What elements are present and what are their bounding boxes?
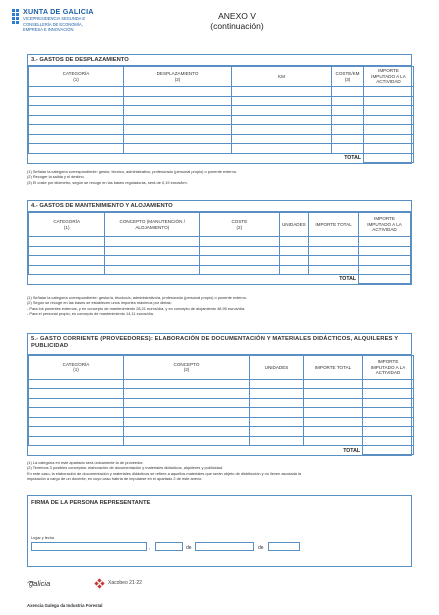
note: - Para el personal propio, en concepto de mantenimiento 14,11 euros/día. — [27, 311, 154, 317]
table-cell[interactable] — [332, 134, 364, 144]
table-cell[interactable] — [29, 96, 124, 106]
total-row — [29, 446, 414, 455]
table-cell[interactable] — [124, 96, 232, 106]
column-header: CATEGORÍA (1) — [29, 67, 124, 87]
table-cell[interactable] — [124, 436, 250, 446]
table-row — [29, 398, 414, 408]
column-header: CONCEPTO (MANUTENCIÓN / ALOJAMIENTO) — [105, 213, 200, 237]
table-cell[interactable] — [29, 106, 124, 116]
maintenance-notes — [27, 295, 417, 317]
table-cell[interactable] — [364, 125, 414, 135]
table-cell[interactable] — [105, 265, 200, 275]
table-cell[interactable] — [364, 96, 414, 106]
table-row — [29, 436, 414, 446]
table-row — [29, 427, 414, 437]
total-cell[interactable] — [364, 153, 414, 162]
table-cell[interactable] — [332, 125, 364, 135]
table-body — [29, 237, 411, 275]
table-body — [29, 379, 414, 446]
xunta-logo-icon — [12, 8, 20, 44]
table-cell[interactable] — [363, 436, 414, 446]
table-cell[interactable] — [250, 417, 304, 427]
table-cell[interactable] — [304, 408, 363, 418]
table-cell[interactable] — [29, 408, 124, 418]
header-row — [29, 355, 414, 379]
header-row — [29, 213, 411, 237]
table-cell[interactable] — [304, 379, 363, 389]
table-cell[interactable] — [124, 417, 250, 427]
table-cell[interactable] — [250, 427, 304, 437]
section-maintenance-accommodation — [27, 200, 412, 285]
header-row — [29, 67, 414, 87]
table-cell[interactable] — [309, 237, 359, 247]
table-body — [29, 87, 414, 154]
table-cell[interactable] — [200, 246, 279, 256]
table-cell[interactable] — [364, 106, 414, 116]
annex-subtitle: (continuación) — [210, 21, 264, 31]
table-cell[interactable] — [250, 389, 304, 399]
table-row — [29, 115, 414, 125]
table-cell[interactable] — [232, 134, 332, 144]
table-cell[interactable] — [124, 389, 250, 399]
note: (2) Según se recoge en las bases se establecen unos importes máximos por dietas: — [27, 300, 172, 306]
column-header: IMPORTE IMPUTADO A LA ACTIVIDAD — [363, 355, 414, 379]
table-row — [29, 256, 411, 266]
table-cell[interactable] — [29, 144, 124, 154]
note: (1) La categoría en este apartado será únicamente la de proveedor. — [27, 460, 144, 465]
table-cell[interactable] — [304, 398, 363, 408]
note: (1) Señalar la categoría correspondiente: gestor, técnico, administrativo, profesorado (personal propio) o ponente externo. — [27, 169, 237, 174]
total-label: TOTAL — [344, 154, 361, 161]
table-cell[interactable] — [279, 237, 309, 247]
table-cell[interactable] — [359, 237, 411, 247]
total-cell[interactable] — [363, 446, 414, 455]
column-header: DESPLAZAMIENTO (2) — [124, 67, 232, 87]
total-row — [29, 153, 414, 162]
table-cell[interactable] — [232, 144, 332, 154]
total-cell[interactable] — [359, 275, 411, 284]
organization-block — [23, 8, 94, 33]
signature-box — [27, 495, 412, 567]
table-cell[interactable] — [29, 265, 105, 275]
table-cell[interactable] — [250, 398, 304, 408]
table-row — [29, 134, 414, 144]
table-cell[interactable] — [29, 237, 105, 247]
note: (1) Señalar la categoría correspondiente: gestor/a, técnico/a, administrativo/a, profesorado (personal propio) o ponente externo. — [27, 295, 247, 300]
table-cell[interactable] — [279, 246, 309, 256]
table-cell[interactable] — [359, 246, 411, 256]
table-cell[interactable] — [250, 408, 304, 418]
table-cell[interactable] — [29, 436, 124, 446]
column-header: CONCEPTO (2) — [124, 355, 250, 379]
galicia-logo: galicia — [29, 579, 51, 588]
table-cell[interactable] — [359, 256, 411, 266]
table-cell[interactable] — [29, 417, 124, 427]
table-row — [29, 389, 414, 399]
table-cell[interactable] — [200, 256, 279, 266]
place-field[interactable] — [31, 542, 147, 551]
column-header: COSTE (2) — [200, 213, 279, 237]
note: En este caso, la elaboración de documentación y materiales didácticos se refiere a aquellos materiales que serán objeto de distribución y no lleven asociada la — [27, 470, 302, 476]
xacobeo-logo-icon — [95, 579, 105, 589]
table-row — [29, 246, 411, 256]
table-cell[interactable] — [124, 398, 250, 408]
note: imputación a cargo de un docente, en cuyo caso habría de imputarse en el apartado 2 de este anexo. — [27, 476, 203, 482]
dept-line: EMPRESA E INNOVACIÓN — [23, 27, 74, 33]
table-row — [29, 125, 414, 135]
day-field[interactable] — [155, 542, 183, 551]
current-expenses-table — [28, 355, 414, 456]
table-cell[interactable] — [332, 96, 364, 106]
table-cell[interactable] — [29, 87, 124, 97]
table-row — [29, 237, 411, 247]
table-cell[interactable] — [29, 246, 105, 256]
of-separator: de — [258, 545, 264, 551]
table-cell[interactable] — [309, 256, 359, 266]
note: - Para los ponentes externos, y en concepto de mantenimiento 28,21 euros/día, y en concepto de alojamiento 48,95 euros/día. — [27, 305, 246, 311]
table-cell[interactable] — [124, 144, 232, 154]
column-header: COSTE/KM (3) — [332, 67, 364, 87]
agency-name: Axencia Galega da Industria Forestal — [27, 603, 103, 608]
column-header: CATEGORÍA (1) — [29, 355, 124, 379]
table-cell[interactable] — [200, 237, 279, 247]
column-header: IMPORTE IMPUTADO A LA ACTIVIDAD — [364, 67, 414, 87]
table-cell[interactable] — [29, 398, 124, 408]
place-date-label: Lugar y fecha — [31, 536, 55, 540]
table-cell[interactable] — [332, 144, 364, 154]
comma-separator: , — [149, 545, 151, 551]
table-cell[interactable] — [232, 115, 332, 125]
table-cell[interactable] — [124, 87, 232, 97]
dept-line: CONSELLERÍA DE ECONOMÍA, — [23, 21, 83, 27]
table-cell[interactable] — [279, 256, 309, 266]
page-header — [12, 8, 432, 50]
table-row — [29, 379, 414, 389]
annex-heading — [182, 11, 292, 31]
table-cell[interactable] — [232, 125, 332, 135]
table-cell[interactable] — [364, 87, 414, 97]
note: (2) Tenemos 3 posibles conceptos: elaboración de documentación y materiales didácticos, alquileres y publicidad. — [27, 465, 224, 471]
dept-line: VICEPRESIDENCIA SEGUNDA E — [23, 16, 86, 21]
column-header: CATEGORÍA (1) — [29, 213, 105, 237]
table-row — [29, 417, 414, 427]
table-cell[interactable] — [124, 134, 232, 144]
table-cell[interactable] — [309, 265, 359, 275]
table-cell[interactable] — [232, 96, 332, 106]
table-cell[interactable] — [29, 115, 124, 125]
section-title: 3.- GASTOS DE DESPLAZAMIENTO — [28, 55, 411, 66]
table-cell[interactable] — [364, 134, 414, 144]
table-cell[interactable] — [124, 125, 232, 135]
column-header: IMPORTE TOTAL — [304, 355, 363, 379]
column-header: UNIDADES — [250, 355, 304, 379]
table-cell[interactable] — [363, 398, 414, 408]
table-cell[interactable] — [29, 256, 105, 266]
table-cell[interactable] — [232, 87, 332, 97]
table-cell[interactable] — [304, 427, 363, 437]
table-cell[interactable] — [124, 106, 232, 116]
table-row — [29, 96, 414, 106]
total-row — [29, 275, 411, 284]
brand-name: XUNTA DE GALICIA — [23, 7, 94, 16]
table-cell[interactable] — [363, 389, 414, 399]
table-cell[interactable] — [363, 408, 414, 418]
column-header: IMPORTE IMPUTADO A LA ACTIVIDAD — [359, 213, 411, 237]
table-cell[interactable] — [364, 115, 414, 125]
note: (2) Recoger la salida y el destino. — [27, 174, 85, 180]
maintenance-accommodation-table — [28, 212, 411, 284]
table-cell[interactable] — [279, 265, 309, 275]
table-cell[interactable] — [250, 379, 304, 389]
current-expenses-notes — [27, 460, 417, 482]
table-row — [29, 106, 414, 116]
section-travel-expenses — [27, 54, 412, 164]
year-field[interactable] — [268, 542, 300, 551]
table-cell[interactable] — [250, 436, 304, 446]
table-row — [29, 144, 414, 154]
table-cell[interactable] — [359, 265, 411, 275]
table-cell[interactable] — [332, 87, 364, 97]
table-cell[interactable] — [29, 379, 124, 389]
table-cell[interactable] — [363, 427, 414, 437]
column-header: IMPORTE TOTAL — [309, 213, 359, 237]
signature-title: FIRMA DE LA PERSONA REPRESENTANTE — [31, 500, 151, 506]
table-cell[interactable] — [304, 417, 363, 427]
column-header: UNIDADES — [279, 213, 309, 237]
travel-expenses-table — [28, 66, 414, 163]
table-cell[interactable] — [363, 379, 414, 389]
table-cell[interactable] — [124, 427, 250, 437]
table-cell[interactable] — [29, 389, 124, 399]
xacobeo-logo: Xacobeo 21·22 — [108, 580, 142, 586]
table-cell[interactable] — [124, 379, 250, 389]
table-cell[interactable] — [232, 106, 332, 116]
total-label: TOTAL — [339, 276, 357, 283]
table-cell[interactable] — [105, 237, 200, 247]
total-label: TOTAL — [343, 447, 360, 454]
note: (3) El coste por kilómetro, según se recoge en las bases reguladoras, será de 0,19 euros/km. — [27, 179, 188, 185]
column-header: KM — [232, 67, 332, 87]
table-cell[interactable] — [332, 106, 364, 116]
table-cell[interactable] — [124, 115, 232, 125]
table-cell[interactable] — [304, 389, 363, 399]
section-current-expenses — [27, 333, 412, 456]
of-separator: de — [186, 545, 192, 551]
table-cell[interactable] — [200, 265, 279, 275]
table-row — [29, 265, 411, 275]
travel-notes — [27, 169, 417, 185]
annex-title: ANEXO V — [218, 11, 256, 21]
page-footer — [27, 577, 227, 607]
table-cell[interactable] — [309, 246, 359, 256]
table-cell[interactable] — [124, 408, 250, 418]
table-cell[interactable] — [304, 436, 363, 446]
table-cell[interactable] — [29, 427, 124, 437]
table-cell[interactable] — [29, 134, 124, 144]
table-cell[interactable] — [105, 256, 200, 266]
table-cell[interactable] — [105, 246, 200, 256]
section-title: 5.- GASTO CORRIENTE (PROVEEDORES): ELABORACIÓN DE DOCUMENTACIÓN Y MATERIALES DIDÁCTICOS, ALQUILERES Y PUBLICIDAD — [28, 334, 411, 355]
table-cell[interactable] — [29, 125, 124, 135]
month-field[interactable] — [195, 542, 254, 551]
table-cell[interactable] — [332, 115, 364, 125]
table-row — [29, 408, 414, 418]
table-row — [29, 87, 414, 97]
section-title: 4.- GASTOS DE MANTENIMIENTO Y ALOJAMIENTO — [28, 201, 411, 212]
table-cell[interactable] — [363, 417, 414, 427]
table-cell[interactable] — [364, 144, 414, 154]
